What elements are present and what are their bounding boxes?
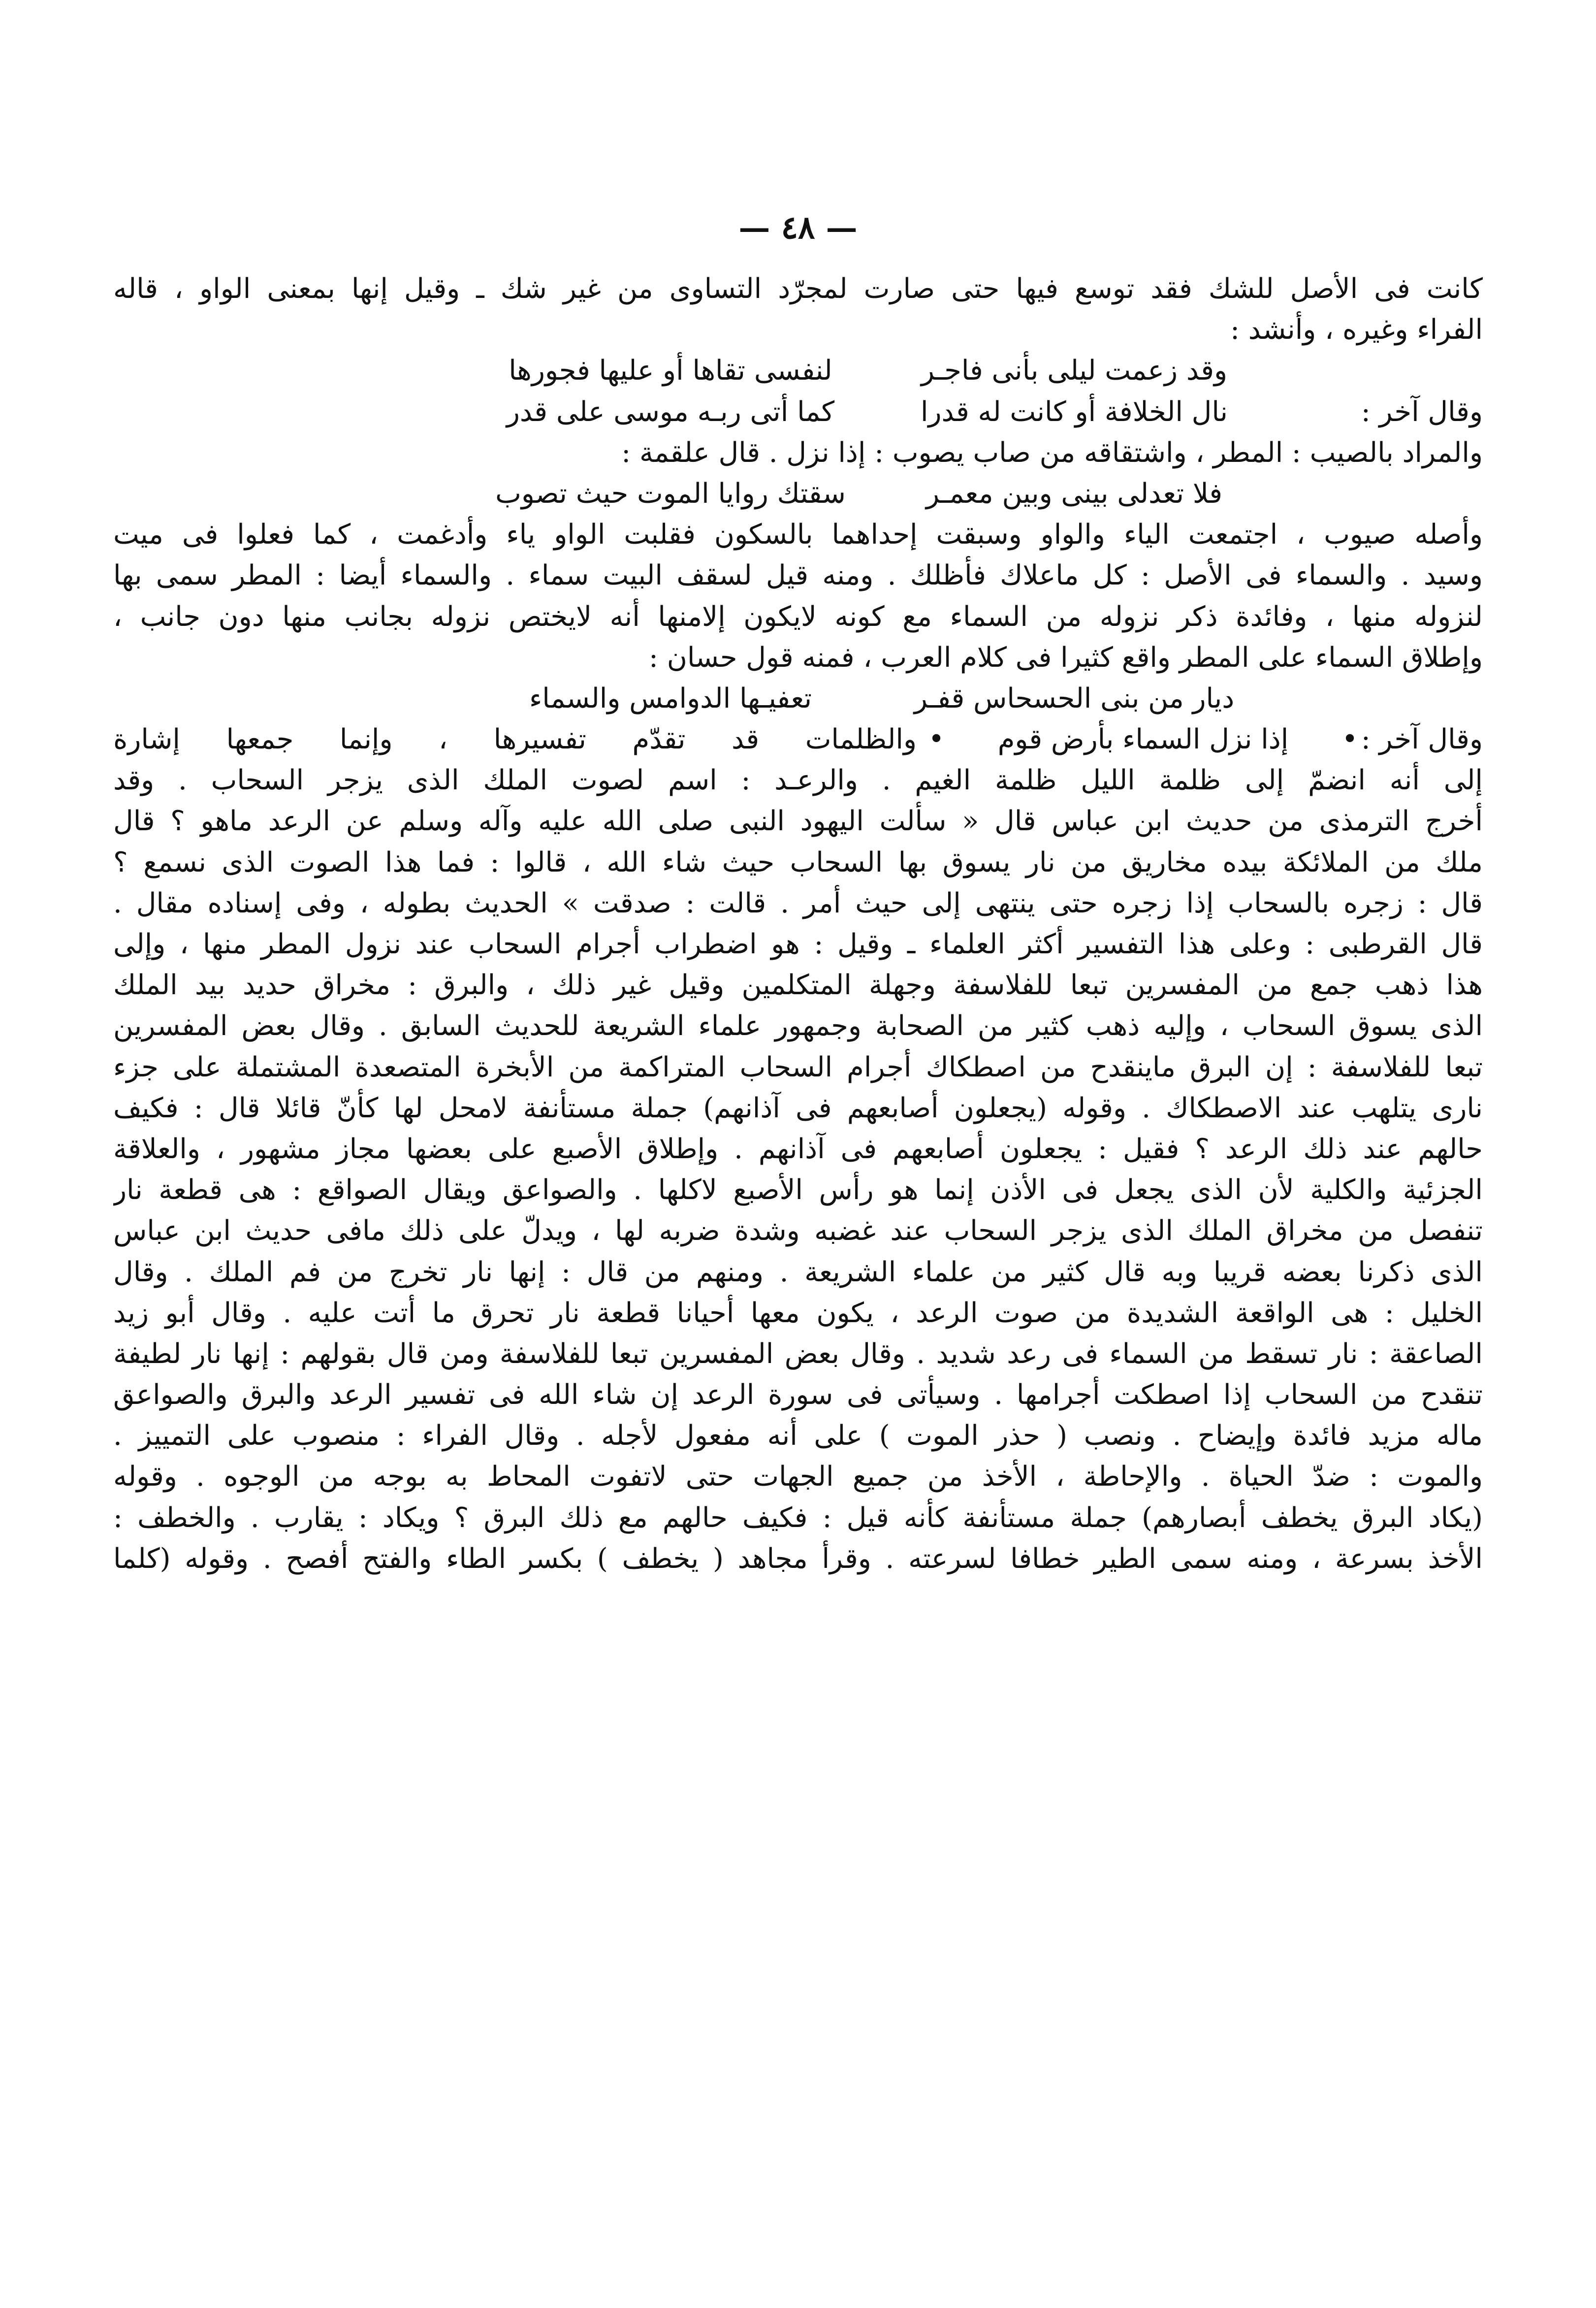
page-number: — ٤٨ — [738,209,858,246]
verse-marker: • [1341,723,1358,756]
text-line: إلى أنه انضمّ إلى ظلمة الليل ظلمة الغيم . والرعـد : اسم لصوت الملك الذى يزجر السحاب . وقد [113,764,1483,797]
verse-line [113,473,1483,514]
text-line: أخرج الترمذى من حديث ابن عباس قال « سألت اليهود النبى صلى الله عليه وآله وسلم عن الرعد ماهو ؟ قال [113,805,1483,838]
verse-intro [1276,350,1483,391]
text-line: هذا ذهب جمع من المفسرين تبعا للفلاسفة وجهلة المتكلمين وقيل غير ذلك ، والبرق : مخراق حديد بيد الملك [113,969,1483,1002]
verse-line [113,678,1483,719]
text-line: كانت فى الأصل للشك فقد توسع فيها حتى صارت لمجرّد التساوى من غير شك ـ وقيل إنها بمعنى الواو ، قاله [113,273,1483,305]
text-line: ماله مزيد فائدة وإيضاح . ونصب ( حذر الموت ) على أنه مفعول لأجله . وقال الفراء : منصوب على التمييز . [113,1420,1483,1452]
text-line: الذى يسوق السحاب ، وإليه ذهب كثير من الصحابة وجمهور علماء الشريعة للحديث السابق . وقال بعض المفسرين [113,1010,1483,1042]
text-line: الخليل : هى الواقعة الشديدة من صوت الرعد ، يكون معها أحيانا قطعة نار تحرق ما أتت عليه . وقال أبو زيد [113,1297,1483,1329]
text-line: (يكاد البرق يخطف أبصارهم) جملة مستأنفة كأنه قيل : فكيف حالهم مع ذلك البرق ؟ ويكاد : يقارب . والخطف : [113,1501,1483,1534]
text-line-rest: والظلمات قد تقدّم تفسيرها ، وإنما جمعها إشارة [113,723,917,756]
verse-line [113,350,1483,391]
verse-hemistich-second: كما أتى ربـه موسى على قدر [506,395,835,428]
verse-intro: وقال آخر : [1361,723,1483,756]
verse-hemistich-first: وقد زعمت ليلى بأنى فاجـر [921,355,1228,387]
verse-hemistich-first: نال الخلافة أو كانت له قدرا [920,395,1228,428]
verse-hemistich-first: إذا نزل السماء بأرض قوم [997,723,1289,756]
text-line: وسيد . والسماء فى الأصل : كل ماعلاك فأظلك . ومنه قيل لسقف البيت سماء . والسماء أيضا : المطر سمى بها [113,559,1483,592]
verse-hemistich-second: تعفيـها الدوامس والسماء [529,682,812,715]
verse-intro: وقال آخر : [1361,395,1483,428]
text-line: والمراد بالصيب : المطر ، واشتقاقه من صاب يصوب : إذا نزل . قال علقمة : [621,436,1483,469]
verse-hemistich-second: سقتك روايا الموت حيث تصوب [495,477,846,510]
verse-marker: • [928,723,945,756]
text-line: الصاعقة : نار تسقط من السماء فى رعد شديد . وقال بعض المفسرين تبعا للفلاسفة ومن قال بقولهم : إنها نار لطيفة [113,1337,1483,1370]
text-line: نارى يتلهب عند الاصطكاك . وقوله (يجعلون أصابعهم فى آذانهم) جملة مستأنفة لامحل لها كأنّ قائلا قال : فكيف [113,1092,1483,1124]
text-line: حالهم عند ذلك الرعد ؟ فقيل : يجعلون أصابعهم فى آذانهم . وإطلاق الأصبع على بعضها مجاز مشهور ، والعلاقة [113,1133,1483,1165]
verse-line [113,719,1483,760]
text-line: ملك من الملائكة بيده مخاريق من نار يسوق بها السحاب حيث شاء الله ، قالوا : فما هذا الصوت الذى نسمع ؟ [113,846,1483,878]
verse-line [113,391,1483,432]
text-line: قال : زجره بالسحاب إذا زجره حتى ينتهى إلى حيث أمر . قالت : صدقت » الحديث بطوله ، وفى إسناده مقال . [113,887,1483,919]
text-line: تنفصل من مخراق الملك الذى يزجر السحاب عند غضبه وشدة ضربه لها ، ويدلّ على ذلك مافى حديث ابن عباس [113,1215,1483,1247]
text-line: الذى ذكرنا بعضه قريبا وبه قال كثير من علماء الشريعة . ومنهم من قال : إنها نار تخرج من فم الملك . وقال [113,1256,1483,1288]
verse-hemistich-first: فلا تعدلى بينى وبين معمـر [926,477,1223,510]
text-line: والموت : ضدّ الحياة . والإحاطة ، الأخذ من جميع الجهات حتى لاتفوت المحاط به بوجه من الوجوه . وقوله [113,1461,1483,1493]
text-line: الفراء وغيره ، وأنشد : [1230,314,1483,346]
text-line: الأخذ بسرعة ، ومنه سمى الطير خطافا لسرعته . وقرأ مجاهد ( يخطف ) بكسر الطاء والفتح أفصح . وقوله (كلما [113,1542,1483,1575]
text-line: تنقدح من السحاب إذا اصطكت أجرامها . وسيأتى فى سورة الرعد إن شاء الله فى تفسير الرعد والبرق والصواعق [113,1379,1483,1411]
verse-intro [1276,678,1483,719]
verse-hemistich-second: لنفسى تقاها أو عليها فجورها [509,355,832,387]
text-line: لنزوله منها ، وفائدة ذكر نزوله من السماء مع كونه لايكون إلامنها أنه لايختص نزوله بجانب منها دون جانب ، [113,600,1483,633]
page-text [113,268,1483,1579]
text-line: وإطلاق السماء على المطر واقع كثيرا فى كلام العرب ، فمنه قول حسان : [649,641,1483,674]
text-line: الجزئية والكلية لأن الذى يجعل فى الأذن إنما هو رأس الأصبع لاكلها . والصواعق ويقال الصواقع : هى قطعة نار [113,1174,1483,1206]
text-line: وأصله صيوب ، اجتمعت الياء والواو وسبقت إحداهما بالسكون فقلبت الواو ياء وأدغمت ، كما فعلوا فى ميت [113,519,1483,551]
verse-hemistich-first: ديار من بنى الحسحاس قفـر [914,682,1235,715]
text-line: تبعا للفلاسفة : إن البرق ماينقدح من اصطكاك أجرام السحاب المتراكمة من الأبخرة المتصعدة المشتملة على جزء [113,1051,1483,1083]
verse-intro [1276,473,1483,514]
text-line: قال القرطبى : وعلى هذا التفسير أكثر العلماء ـ وقيل : هو اضطراب أجرام السحاب عند نزول المطر منها ، وإلى [113,928,1483,960]
